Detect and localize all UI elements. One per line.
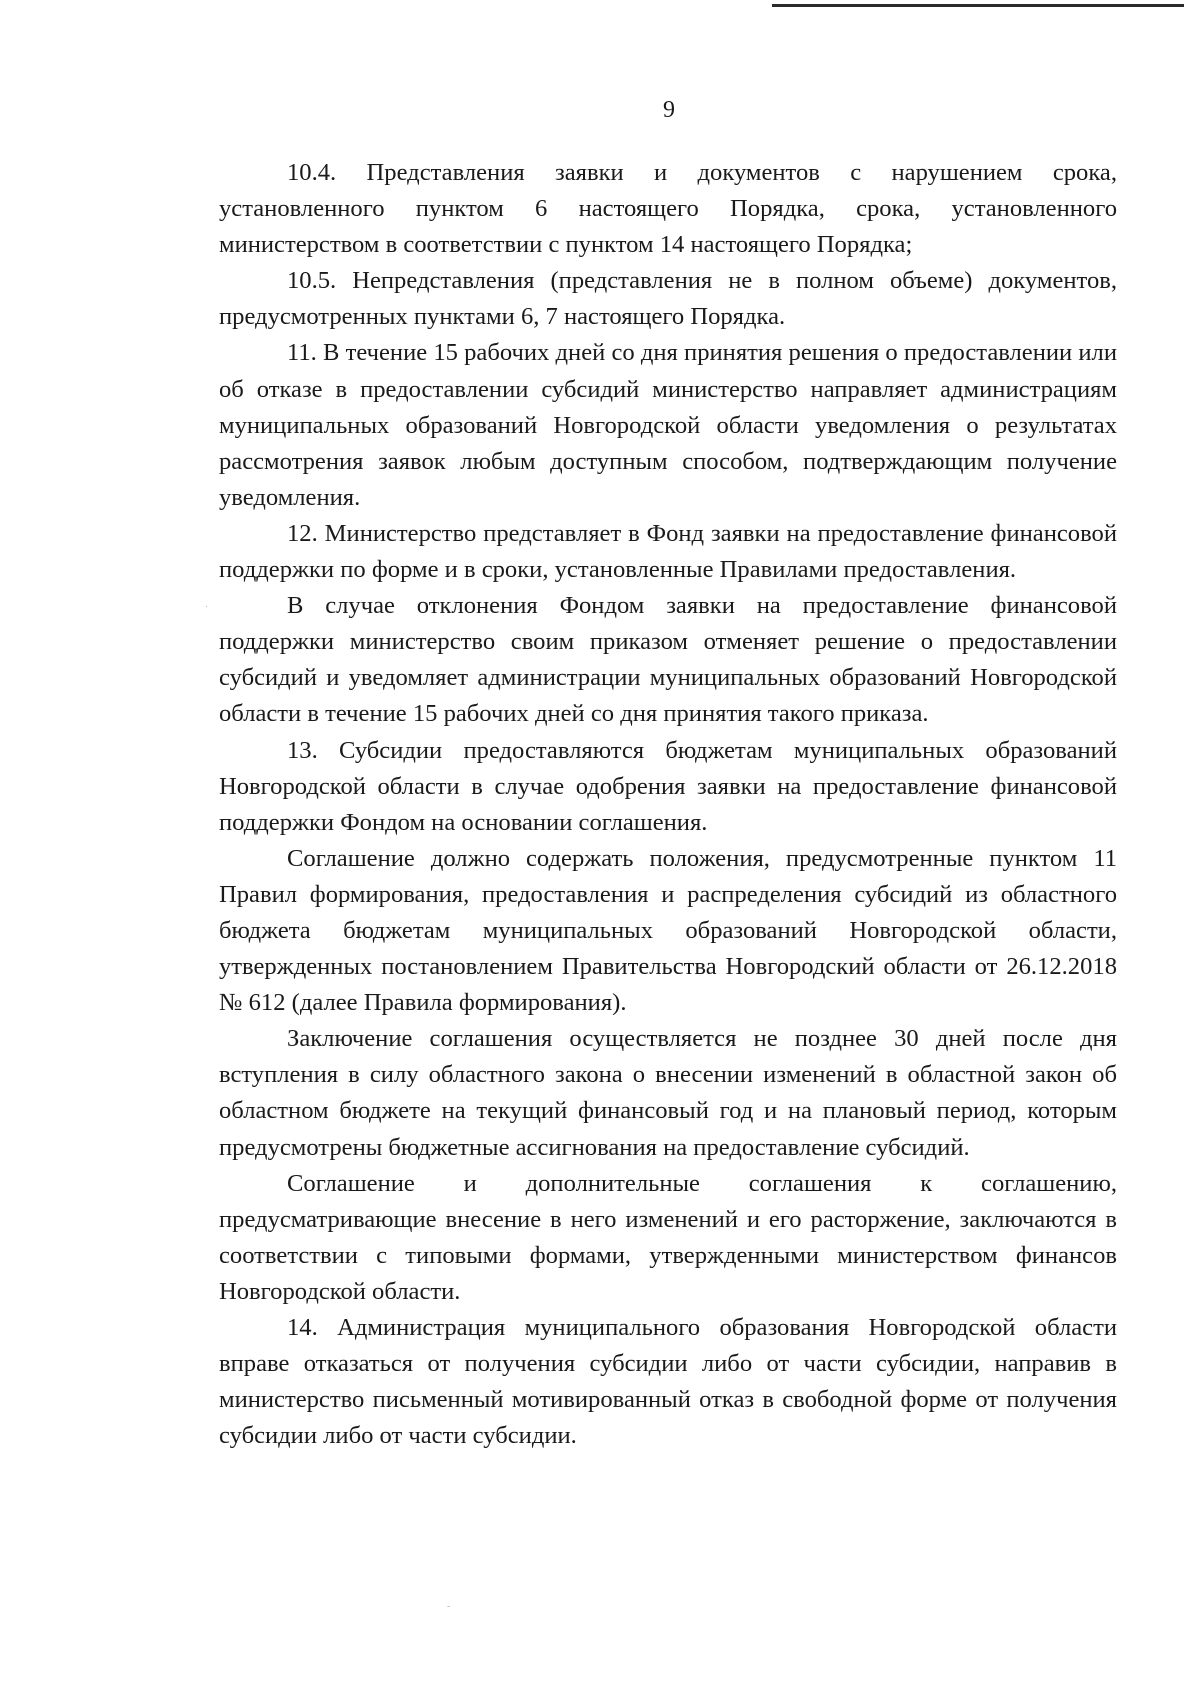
paragraph-10-5: 10.5. Непредставления (представления не в полном объеме) документов, предусмотренных пунктами 6, 7 настоящего Порядка. [219,267,1117,331]
paragraph-12-rejection: В случае отклонения Фондом заявки на предоставление финансовой поддержки министерство своим приказом отменяет решение о предоставлении субсидий и уведомляет администрации муниципальных образований Новгородской области в течение 15 рабочих дней со дня принятия такого приказа. [219,592,1117,728]
paragraph-11: 11. В течение 15 рабочих дней со дня принятия решения о предоставлении или об отказе в предоставлении субсидий министерство направляет администрациям муниципальных образований Новгородской области уведомления о результатах рассмотрения заявок любым доступным способом, подтверждающим получение уведомления. [219,339,1117,511]
scan-speck: · [205,602,209,613]
paragraph-13: 13. Субсидии предоставляются бюджетам муниципальных образований Новгородской области в случае одобрения заявки на предоставление финансовой поддержки Фондом на основании соглашения. [219,736,1117,836]
paragraph-13-agreement-deadline: Заключение соглашения осуществляется не позднее 30 дней после дня вступления в силу областного закона о внесении изменений в областной закон об областном бюджете на текущий финансовый год и на плановый период, которым предусмотрены бюджетные ассигнования на предоставление субсидий. [219,1025,1117,1161]
paragraph-10-4: 10.4. Представления заявки и документов с нарушением срока, установленного пунктом 6 настоящего Порядка, срока, установленного министерством в соответствии с пунктом 14 настоящего Порядка; [219,159,1117,259]
top-edge-rule [772,4,1184,7]
paragraph-12: 12. Министерство представляет в Фонд заявки на предоставление финансовой поддержки по форме и в сроки, установленные Правилами предоставления. [219,519,1117,584]
page-number: 9 [663,97,675,123]
document-body [219,155,1117,1454]
paragraph-13-additional-agreements: Соглашение и дополнительные соглашения к соглашению, предусматривающие внесение в него изменений и его расторжение, заключаются в соответствии с типовыми формами, утвержденными министерством финансов Новгородской области. [219,1169,1117,1305]
paragraph-13-agreement-content: Соглашение должно содержать положения, предусмотренные пунктом 11 Правил формирования, предоставления и распределения субсидий из областного бюджета бюджетам муниципальных образований Новгородской области, утвержденных постановлением Правительства Новгородский области от 26.12.2018 № 612 (далее Правила формирования). [219,844,1117,1017]
scan-speck: - [447,1601,451,1612]
paragraph-14: 14. Администрация муниципального образования Новгородской области вправе отказаться от получения субсидии либо от части субсидии, направив в министерство письменный мотивированный отказ в свободной форме от получения субсидии либо от части субсидии. [219,1314,1117,1450]
